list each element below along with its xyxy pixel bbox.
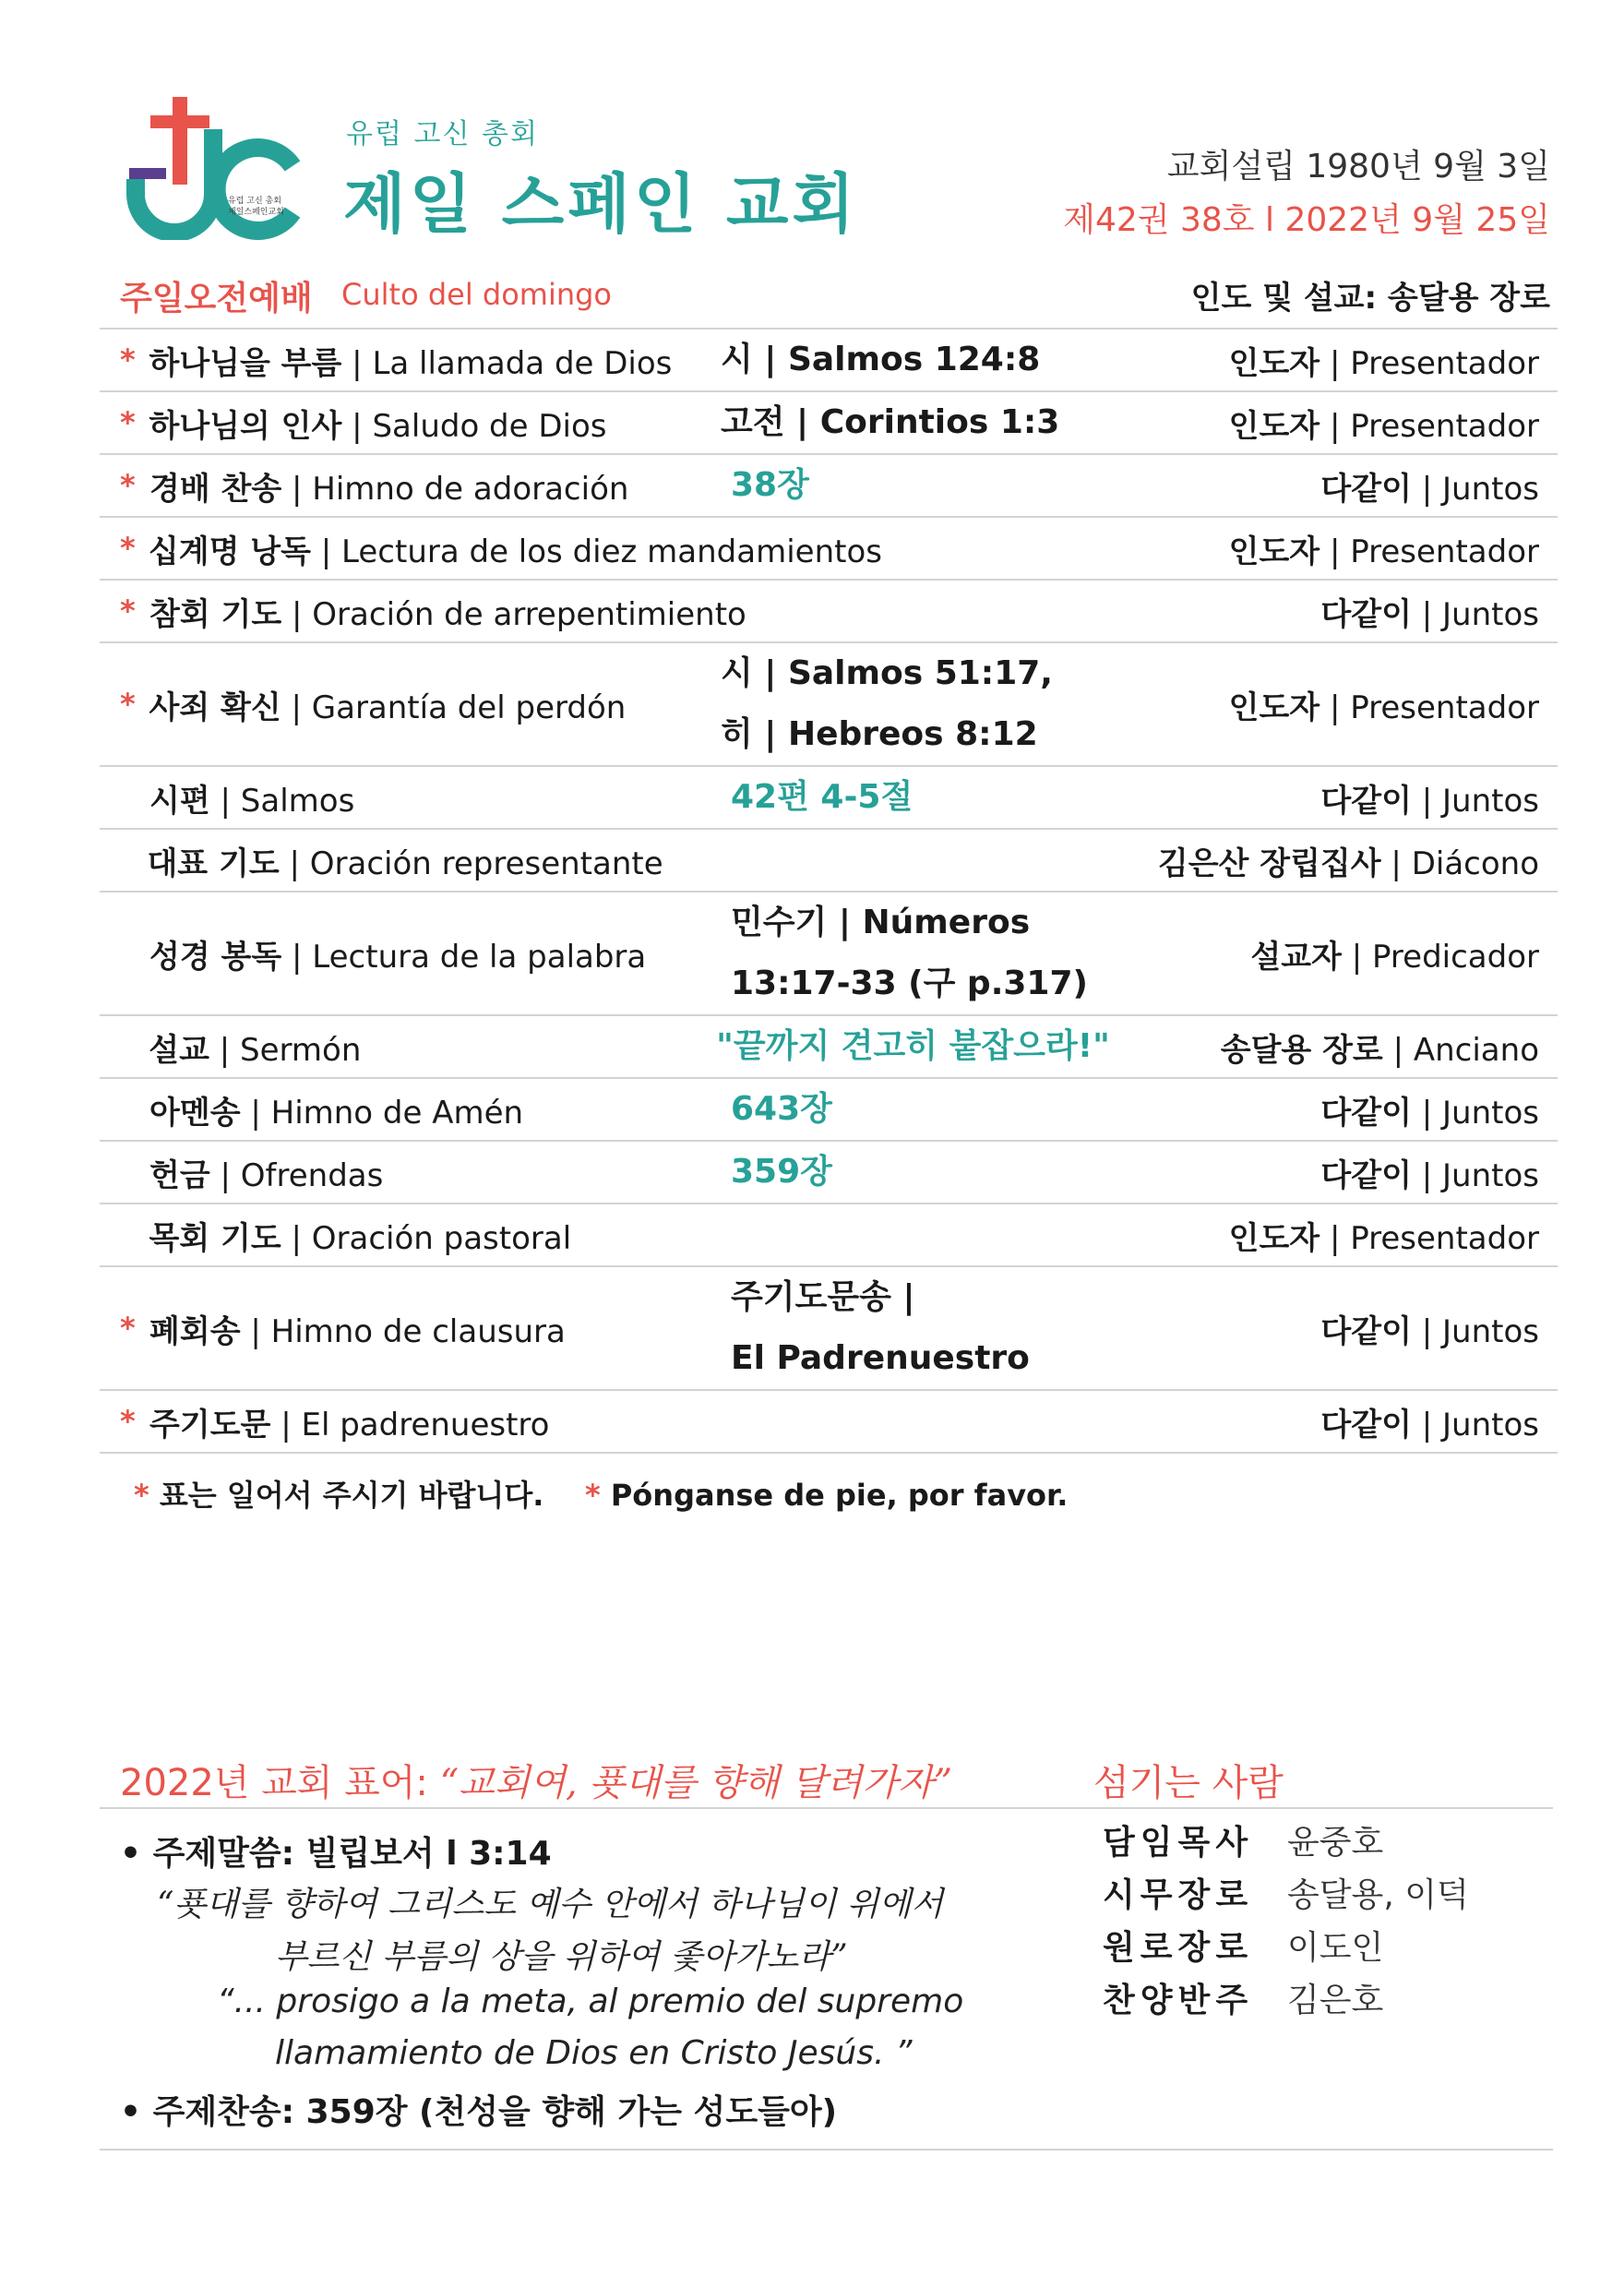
separator: |	[1411, 782, 1443, 820]
order-item-reference	[731, 1267, 1248, 1389]
order-item-name-es: Himno de clausura	[270, 1312, 566, 1350]
servant-name: 윤중호	[1287, 1824, 1384, 1862]
quote-es-2: llamamiento de Dios en Cristo Jesús. ”	[275, 2034, 913, 2072]
church-title: 제일 스페인 교회	[343, 166, 859, 242]
note-text-ko: 표는 일어서 주시기 바랍니다.	[159, 1478, 544, 1513]
role-es: Anciano	[1413, 1031, 1539, 1069]
bullet: •	[120, 1835, 142, 1873]
bullet: •	[120, 2093, 142, 2131]
order-item-name	[149, 682, 720, 727]
order-item-name	[149, 1150, 731, 1195]
order-row	[100, 828, 1558, 891]
separator: |	[270, 1406, 302, 1443]
order-of-service	[100, 328, 1558, 1454]
reference-line: "끝까지 견고히 붙잡으라!"	[716, 1027, 1110, 1065]
role-es: Presentador	[1350, 689, 1539, 726]
church-subtitle: 유럽 고신 총회	[346, 118, 539, 150]
role-es: Diácono	[1411, 845, 1539, 882]
separator: |	[281, 689, 312, 726]
divider	[100, 2149, 1553, 2150]
separator: |	[1320, 407, 1351, 445]
order-item-name	[149, 589, 746, 634]
reference-line: 13:17-33 (구 p.317)	[731, 964, 1088, 1002]
order-item-name-es: Garantía del perdón	[311, 689, 627, 726]
role-es: Juntos	[1442, 470, 1539, 508]
order-row	[100, 1265, 1558, 1389]
order-item-role	[1229, 1213, 1558, 1258]
stand-star: *	[120, 687, 136, 722]
servant-role: 시무장로	[1103, 1876, 1254, 1914]
separator: |	[1411, 1094, 1443, 1132]
note-text-es: Pónganse de pie, por favor.	[610, 1478, 1069, 1513]
issue-info: 제42권 38호 l 2022년 9월 25일	[1063, 201, 1550, 239]
separator: |	[1341, 938, 1373, 976]
order-item-name	[148, 526, 882, 571]
role-ko: 다같이	[1320, 782, 1412, 820]
servant-row	[1103, 1919, 1469, 1971]
role-ko: 인도자	[1228, 689, 1320, 726]
reference-line: 주기도문송 |	[731, 1278, 915, 1316]
order-row	[100, 1203, 1558, 1265]
order-item-name-ko: 폐회송	[149, 1312, 241, 1350]
order-item-name	[149, 1024, 716, 1070]
order-row	[100, 1014, 1558, 1077]
order-item-reference	[721, 643, 1229, 765]
order-item-name-ko: 하나님을 부름	[149, 344, 342, 382]
order-item-reference	[721, 392, 1229, 453]
separator: |	[341, 407, 373, 445]
separator: |	[1382, 1031, 1414, 1069]
order-item-name-es: Oración de arrepentimiento	[312, 595, 746, 633]
order-item-role	[1248, 1087, 1558, 1132]
stand-star: *	[120, 468, 136, 503]
standing-note	[134, 1472, 1068, 1515]
separator: |	[281, 1219, 312, 1257]
order-item-reference	[731, 1142, 1248, 1203]
order-item-role	[1248, 463, 1558, 509]
order-item-role	[1248, 931, 1558, 976]
role-es: Juntos	[1442, 782, 1539, 820]
logo-text-1: 유럽 고신 총회	[228, 197, 281, 206]
role-es: Juntos	[1442, 1406, 1539, 1443]
order-item-name	[149, 338, 720, 383]
separator: |	[240, 1094, 271, 1132]
order-item-name-es: Himno de Amén	[270, 1094, 524, 1132]
order-item-reference	[731, 455, 1248, 516]
separator: |	[1411, 595, 1443, 633]
role-es: Presentador	[1350, 344, 1539, 382]
stand-star: *	[120, 1311, 136, 1346]
founded-date: 교회설립 1980년 9월 3일	[1166, 148, 1550, 186]
separator: |	[1411, 1156, 1443, 1194]
stand-star: *	[120, 531, 136, 566]
servant-name: 이도인	[1287, 1929, 1384, 1967]
reference-line: 시 | Salmos 51:17,	[720, 654, 1053, 692]
order-item-name	[149, 401, 720, 446]
motto-label: 2022년 교회 표어:	[120, 1762, 440, 1804]
order-item-name-es: Salmos	[240, 782, 355, 820]
role-ko: 인도자	[1228, 344, 1320, 382]
order-row	[100, 765, 1558, 828]
note-star: *	[134, 1478, 149, 1513]
stand-star: *	[120, 593, 136, 629]
role-es: Juntos	[1442, 1094, 1539, 1132]
separator: |	[281, 938, 313, 976]
order-item-name	[149, 1399, 731, 1444]
order-item-role	[1248, 589, 1558, 634]
order-row	[100, 1389, 1558, 1454]
logo-text-2: 제일스페인교회	[228, 208, 284, 217]
order-item-name-es: Sermón	[240, 1031, 362, 1069]
stand-star: *	[120, 1404, 136, 1439]
role-es: Presentador	[1350, 533, 1539, 570]
order-item-name-es: Ofrendas	[240, 1156, 384, 1194]
order-row	[100, 516, 1558, 579]
order-item-role	[1248, 1399, 1558, 1444]
role-ko: 인도자	[1228, 533, 1320, 570]
role-es: Presentador	[1350, 407, 1539, 445]
role-ko: 다같이	[1320, 1094, 1412, 1132]
order-item-reference	[731, 767, 1248, 828]
role-ko: 인도자	[1228, 407, 1320, 445]
order-item-name-es: Oración pastoral	[311, 1219, 572, 1257]
role-es: Presentador	[1350, 1219, 1539, 1257]
order-item-name	[147, 838, 682, 883]
order-item-role	[1229, 526, 1558, 571]
divider	[100, 1807, 1553, 1809]
order-item-name-ko: 아멘송	[149, 1094, 241, 1132]
role-ko: 다같이	[1320, 1312, 1412, 1350]
order-item-name	[149, 463, 731, 509]
quote-es-1: “... prosigo a la meta, al premio del supremo	[217, 1983, 964, 2020]
separator: |	[1320, 533, 1351, 570]
separator: |	[279, 845, 310, 882]
servant-role: 담임목사	[1103, 1824, 1254, 1862]
order-item-name-es: El padrenuestro	[301, 1406, 550, 1443]
role-ko: 다같이	[1320, 595, 1412, 633]
order-item-name-ko: 시편	[149, 782, 210, 820]
separator: |	[1320, 689, 1351, 726]
order-row	[100, 641, 1558, 765]
order-item-name-es: La llamada de Dios	[372, 344, 673, 382]
order-row	[100, 1140, 1558, 1203]
order-row	[100, 390, 1558, 453]
role-es: Predicador	[1372, 938, 1539, 976]
order-item-name-ko: 목회 기도	[149, 1219, 281, 1257]
order-item-name-es: Himno de adoración	[312, 470, 629, 508]
order-item-name-ko: 십계명 낭독	[148, 533, 311, 570]
order-item-reference	[721, 329, 1229, 390]
order-item-name-ko: 헌금	[149, 1156, 210, 1194]
reference-line: 시 | Salmos 124:8	[720, 341, 1041, 378]
order-item-reference	[716, 1016, 1221, 1077]
reference-line: 643장	[731, 1090, 832, 1128]
order-item-name-es: Lectura de la palabra	[312, 938, 647, 976]
separator: |	[1411, 1406, 1443, 1443]
separator: |	[341, 344, 373, 382]
order-item-role	[1248, 1150, 1558, 1195]
service-title-ko: 주일오전예배	[120, 280, 313, 317]
role-ko: 다같이	[1320, 1406, 1412, 1443]
order-item-name-ko: 경배 찬송	[149, 470, 282, 508]
role-ko: 설교자	[1250, 938, 1342, 976]
stand-star: *	[120, 405, 136, 440]
separator: |	[1411, 1312, 1443, 1350]
order-item-reference	[731, 892, 1248, 1014]
theme-hymn-label: 주제찬송: 359장 (천성을 향해 가는 성도들아)	[152, 2093, 838, 2131]
separator: |	[281, 595, 313, 633]
servants-list	[1103, 1814, 1469, 2024]
separator: |	[240, 1312, 271, 1350]
separator: |	[209, 1031, 241, 1069]
separator: |	[281, 470, 313, 508]
church-logo-icon	[125, 92, 300, 240]
order-row	[100, 579, 1558, 641]
motto-quote: “교회여, 푯대를 향해 달려가자”	[439, 1762, 953, 1804]
order-item-name	[149, 775, 731, 821]
role-es: Juntos	[1442, 1312, 1539, 1350]
role-ko: 송달용 장로	[1220, 1031, 1383, 1069]
separator: |	[209, 782, 241, 820]
role-es: Juntos	[1442, 595, 1539, 633]
reference-line: 고전 | Corintios 1:3	[720, 403, 1060, 441]
servant-row	[1103, 1866, 1469, 1919]
order-item-name-ko: 하나님의 인사	[149, 407, 342, 445]
order-row	[100, 891, 1558, 1014]
order-item-name-ko: 사죄 확신	[149, 689, 281, 726]
order-item-name-es: Saludo de Dios	[372, 407, 607, 445]
theme-hymn	[120, 2086, 837, 2133]
servants-title: 섬기는 사람	[1093, 1762, 1284, 1804]
order-item-name-es: Oración representante	[309, 845, 663, 882]
order-item-role	[1248, 1306, 1558, 1351]
order-item-name-ko: 설교	[149, 1031, 209, 1069]
church-motto	[120, 1754, 952, 1806]
order-item-name-ko: 주기도문	[149, 1406, 271, 1443]
quote-ko-1: “푯대를 향하여 그리스도 예수 안에서 하나님이 위에서	[157, 1886, 944, 1923]
role-ko: 김은산 장립집사	[1157, 845, 1381, 882]
order-item-role	[1229, 401, 1558, 446]
role-ko: 다같이	[1320, 1156, 1412, 1194]
servant-role: 원로장로	[1103, 1929, 1254, 1967]
separator: |	[1380, 845, 1412, 882]
theme-verse	[120, 1827, 552, 1875]
order-item-role	[1248, 775, 1558, 821]
order-item-name-ko: 참회 기도	[149, 595, 282, 633]
order-item-role	[1158, 838, 1558, 883]
stand-star: *	[120, 342, 136, 377]
role-ko: 다같이	[1320, 470, 1412, 508]
order-item-name	[149, 1087, 731, 1132]
servant-role: 찬양반주	[1103, 1982, 1254, 2019]
order-item-name-es: Lectura de los diez mandamientos	[341, 533, 882, 570]
separator: |	[209, 1156, 241, 1194]
service-title-es: Culto del domingo	[341, 277, 612, 312]
service-leader: 인도 및 설교: 송달용 장로	[1190, 280, 1550, 317]
role-es: Juntos	[1442, 1156, 1539, 1194]
reference-line: 히 | Hebreos 8:12	[720, 715, 1038, 753]
reference-line: 359장	[731, 1153, 832, 1191]
note-star-es: *	[584, 1478, 601, 1513]
separator: |	[1320, 344, 1351, 382]
order-row	[100, 1077, 1558, 1140]
reference-line: 38장	[731, 466, 809, 504]
separator: |	[1320, 1219, 1351, 1257]
separator: |	[310, 533, 342, 570]
order-item-name	[149, 1213, 720, 1258]
order-row	[100, 453, 1558, 516]
order-item-reference	[731, 1079, 1248, 1140]
order-item-name-ko: 대표 기도	[147, 845, 280, 882]
servant-name: 김은호	[1287, 1982, 1384, 2019]
role-ko: 인도자	[1228, 1219, 1320, 1257]
reference-line: El Padrenuestro	[731, 1339, 1030, 1377]
reference-line: 민수기 | Números	[731, 904, 1031, 941]
separator: |	[1411, 470, 1443, 508]
servant-name: 송달용, 이덕	[1287, 1876, 1469, 1914]
order-item-name-ko: 성경 봉독	[149, 938, 282, 976]
quote-ko-2: 부르신 부름의 상을 위하여 좇아가노라”	[275, 1938, 848, 1976]
order-row	[100, 328, 1558, 390]
servant-row	[1103, 1814, 1469, 1866]
order-item-role	[1229, 682, 1558, 727]
order-item-name	[149, 931, 731, 976]
theme-verse-label: 주제말씀: 빌립보서 l 3:14	[152, 1835, 552, 1873]
reference-line: 42편 4-5절	[731, 778, 914, 816]
servant-row	[1103, 1971, 1469, 2024]
order-item-role	[1221, 1024, 1558, 1070]
order-item-role	[1229, 338, 1558, 383]
order-item-name	[149, 1306, 731, 1351]
